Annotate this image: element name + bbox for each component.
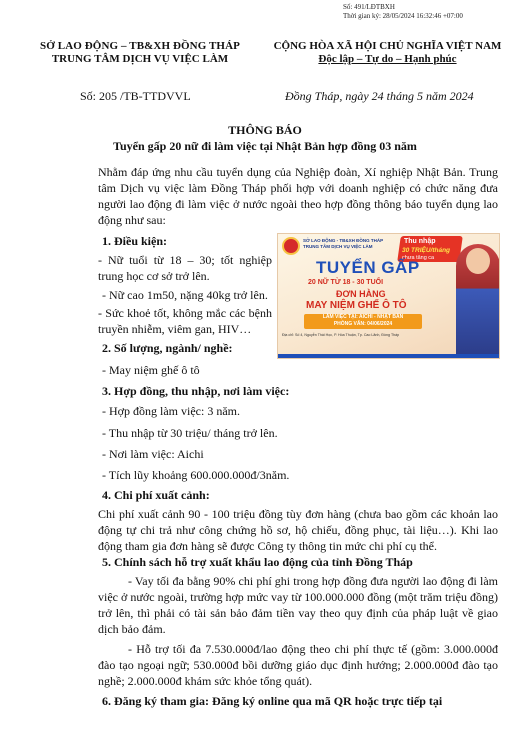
poster-location: LÀM VIỆC TẠI: AICHI - NHẬT BẢN PHỎNG VẤN: 04/06/2024 — [322, 314, 404, 327]
issuing-agency — [40, 40, 240, 66]
national-motto: Độc lập – Tự do – Hạnh phúc — [318, 53, 457, 65]
condition-health: - Sức khoẻ tốt, không mắc các bệnh truyền nhiễm, viêm gan, HIV… — [98, 306, 272, 336]
nation-name: CỘNG HÒA XÃ HỘI CHỦ NGHĨA VIỆT NAM — [273, 40, 502, 52]
condition-height: - Nữ cao 1m50, nặng 40kg trở lên. — [102, 288, 268, 302]
poster-org: SỞ LAO ĐỘNG - TB&XH ĐỒNG THÁP TRUNG TÂM DỊCH VỤ VIỆC LÀM — [303, 238, 384, 249]
stamp-time: Thời gian ký: 28/05/2024 16:32:46 +07:00 — [343, 12, 463, 20]
departure-cost: Chi phí xuất cảnh 90 - 100 triệu đồng tùy đơn hàng (chưa bao gồm các khoản lao động tự chi trả như công chứng hồ sơ, hộ chiếu, đồng phục, tài liệu…). Khi lao động tham gia đơn hàng sẽ được Công ty thông tin mức chi phí cụ thể. — [98, 507, 498, 553]
document-number: Số: 205 /TB-TTDVVL — [80, 89, 191, 103]
intro-text: Nhằm đáp ứng nhu cầu tuyển dụng của Nghiệp đoàn, Xí nghiệp Nhật Bản. Trung tâm Dịch vụ việc làm Đồng Tháp phối hợp với doanh nghiệp có chức năng đưa người lao động đi làm việc ở nước ngoài theo hợp đồng thông báo tuyển dụng lao động như sau: — [98, 165, 498, 227]
digital-signature-stamp — [343, 3, 463, 21]
section-1-heading: 1. Điều kiện: — [102, 234, 168, 248]
document-date: Đồng Tháp, ngày 24 tháng 5 năm 2024 — [285, 89, 474, 103]
agency-parent: SỞ LAO ĐỘNG – TB&XH ĐỒNG THÁP — [40, 40, 240, 52]
income-label: Thu nhập — [404, 238, 436, 245]
section-6-heading: 6. Đăng ký tham gia: Đăng ký online qua mã QR hoặc trực tiếp tại — [102, 694, 443, 708]
workplace: - Nơi làm việc: Aichi — [102, 447, 204, 461]
loan-policy: - Vay tối đa bằng 90% chi phí ghi trong hợp đồng đưa người lao động đi làm việc ở nước ngoài, trường hợp mức vay từ 100.000.000 đồng (một trăm triệu đồng) trở lên, thì phải có tài sản bảo đảm tiền vay theo quy định của pháp luật về giao dịch bảo đảm. — [98, 574, 498, 636]
section-4-heading: 4. Chi phí xuất cảnh: — [102, 488, 210, 502]
contract-term: - Hợp đồng làm việc: 3 năm. — [102, 404, 240, 418]
income-amount: 30 TRIỆU/tháng — [402, 247, 451, 254]
worker-photo — [456, 244, 500, 354]
poster-age: 20 NỮ TỪ 18 - 30 TUỔI — [308, 279, 384, 286]
stamp-number: Số: 491/LĐTBXH — [343, 3, 395, 11]
income: - Thu nhập từ 30 triệu/ tháng trở lên. — [102, 426, 278, 440]
section-3-heading: 3. Hợp đồng, thu nhập, nơi làm việc: — [102, 384, 290, 398]
national-heading — [255, 40, 520, 66]
intro-paragraph — [98, 164, 498, 228]
section-5-heading: 5. Chính sách hỗ trợ xuất khẩu lao động của tỉnh Đồng Tháp — [102, 555, 413, 569]
condition-age: - Nữ tuổi từ 18 – 30; tốt nghiệp trung học cơ sở trở lên. — [98, 253, 272, 283]
recruitment-poster — [277, 233, 500, 359]
poster-address: Địa chỉ: Số 4, Nguyễn Thái Học, P. Hòa Thuận, Tp. Cao Lãnh, Đồng Tháp — [282, 333, 400, 337]
income-note: chưa tăng ca — [402, 255, 435, 261]
poster-headline: TUYỂN GẤP — [316, 258, 420, 277]
savings: - Tích lũy khoảng 600.000.000đ/3năm. — [102, 468, 290, 482]
poster-job: MAY NIỆM GHẾ Ô TÔ — [306, 300, 407, 311]
job-item: - May niệm ghế ô tô — [102, 363, 200, 377]
agency-name: TRUNG TÂM DỊCH VỤ VIỆC LÀM — [51, 53, 229, 65]
poster-order: ĐƠN HÀNG — [336, 289, 386, 299]
document-subtitle: Tuyển gấp 20 nữ đi làm việc tại Nhật Bản hợp đồng 03 năm — [113, 139, 417, 153]
center-logo-icon — [282, 237, 300, 255]
poster-footer-bar — [278, 354, 499, 358]
support-policy: - Hỗ trợ tối đa 7.530.000đ/lao động theo chi phí thực tế (gồm: 3.000.000đ đào tạo ngoại ngữ; 530.000đ bồi dưỡng giáo dục định hướng; 2.000.000đ đào tạo nghề; 2.000.000đ khám sức khỏe tổng quát). — [98, 642, 498, 688]
document-title: THÔNG BÁO — [228, 123, 302, 137]
section-2-heading: 2. Số lượng, ngành/ nghề: — [102, 341, 233, 355]
